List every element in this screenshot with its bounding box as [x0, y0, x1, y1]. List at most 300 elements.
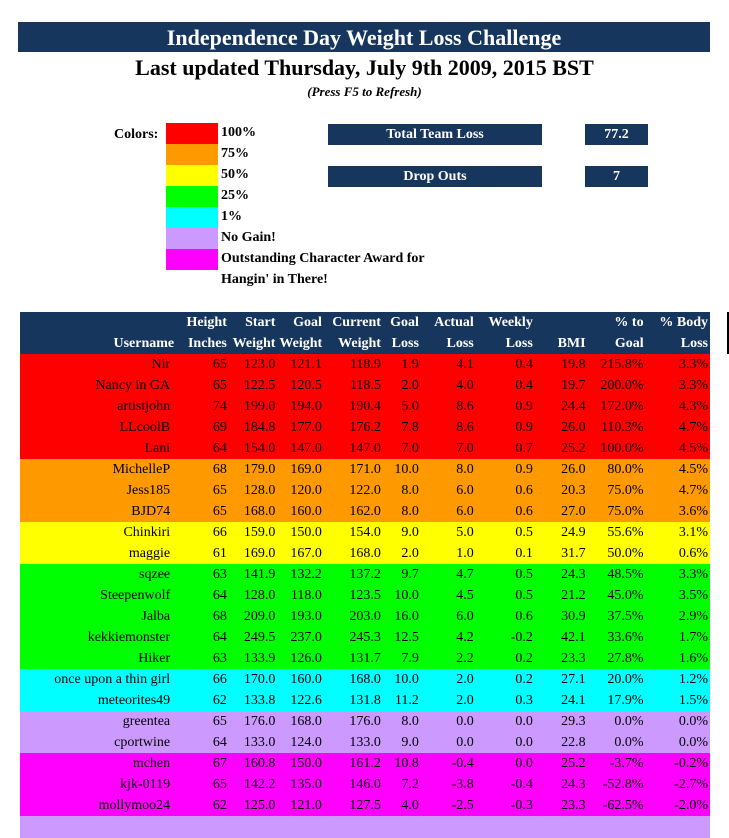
- data-cell: 10.8: [394, 755, 419, 771]
- data-cell: 150.0: [290, 524, 322, 540]
- legend-swatch: [166, 123, 218, 144]
- table-row: [20, 438, 710, 459]
- data-cell: 64: [212, 440, 227, 456]
- data-cell: 172.0%: [600, 398, 644, 414]
- total-team-loss-value: 77.2: [585, 124, 648, 145]
- table-row: [20, 375, 710, 396]
- data-cell: 8.6: [456, 398, 474, 414]
- data-cell: 24.4: [561, 398, 586, 414]
- column-header: % to: [588, 312, 646, 333]
- data-cell: 146.0: [349, 776, 381, 792]
- data-cell: 3.5%: [678, 587, 708, 603]
- username-cell: greentea: [122, 713, 171, 729]
- data-cell: 2.0: [401, 545, 419, 561]
- table-row: [20, 690, 710, 711]
- column-header: [20, 312, 176, 333]
- data-cell: 68: [212, 461, 227, 477]
- data-cell: 7.0: [456, 440, 474, 456]
- legend-swatch: [166, 249, 218, 270]
- username-cell: Jalba: [141, 608, 171, 624]
- username-cell: sqzee: [139, 566, 171, 582]
- username-cell: LLcoolB: [119, 419, 171, 435]
- legend-item-label: 25%: [221, 188, 249, 203]
- data-cell: 19.8: [561, 356, 586, 372]
- data-cell: 120.0: [290, 482, 322, 498]
- data-cell: 215.8%: [600, 356, 644, 372]
- column-header: Current: [324, 312, 383, 333]
- data-cell: 8.0: [401, 713, 419, 729]
- legend-item-label: 100%: [221, 125, 256, 140]
- data-cell: 62: [212, 692, 227, 708]
- legend-swatch: [166, 186, 218, 207]
- data-cell: 24.3: [561, 566, 586, 582]
- data-cell: 4.0: [456, 377, 474, 393]
- data-cell: -3.8: [451, 776, 474, 792]
- data-cell: 7.8: [401, 419, 419, 435]
- data-cell: 17.9%: [607, 692, 644, 708]
- data-cell: 23.3: [561, 650, 586, 666]
- data-cell: 50.0%: [607, 545, 644, 561]
- data-cell: 147.0: [290, 440, 322, 456]
- data-cell: 3.6%: [678, 503, 708, 519]
- data-cell: 123.5: [349, 587, 381, 603]
- data-cell: 65: [212, 377, 227, 393]
- legend-item-label-line2: Hangin' in There!: [221, 272, 328, 287]
- username-cell: Chinkiri: [123, 524, 171, 540]
- data-cell: 10.0: [394, 461, 419, 477]
- data-cell: 63: [212, 566, 227, 582]
- leaderboard-table: [20, 312, 710, 816]
- username-cell: Steepenwolf: [100, 587, 171, 603]
- column-header: Height: [176, 312, 229, 333]
- data-cell: 167.0: [290, 545, 322, 561]
- column-header: Weekly: [476, 312, 535, 333]
- data-cell: 162.0: [349, 503, 381, 519]
- data-cell: 26.0: [561, 419, 586, 435]
- data-cell: 141.9: [243, 566, 276, 582]
- data-cell: 55.6%: [607, 524, 644, 540]
- data-cell: 30.9: [561, 608, 586, 624]
- data-cell: 9.7: [401, 566, 419, 582]
- data-cell: 2.0: [456, 671, 474, 687]
- data-cell: 118.0: [290, 587, 322, 603]
- column-header: Goal: [277, 312, 323, 333]
- data-cell: 20.3: [561, 482, 586, 498]
- data-cell: 9.0: [401, 734, 419, 750]
- data-cell: 4.7%: [678, 482, 708, 498]
- data-cell: 0.0: [515, 734, 533, 750]
- data-cell: 5.0: [456, 524, 474, 540]
- data-cell: 133.0: [349, 734, 381, 750]
- data-cell: 5.0: [401, 398, 419, 414]
- column-header: Loss: [421, 333, 476, 354]
- data-cell: 11.2: [394, 692, 419, 708]
- table-row: [20, 606, 710, 627]
- data-cell: 193.0: [290, 608, 322, 624]
- legend-item-label: 50%: [221, 167, 249, 182]
- data-cell: 45.0%: [607, 587, 644, 603]
- data-cell: 169.0: [290, 461, 322, 477]
- data-cell: 122.5: [243, 377, 276, 393]
- data-cell: 4.5%: [678, 461, 708, 477]
- data-cell: 1.7%: [678, 629, 708, 645]
- data-cell: 170.0: [243, 671, 276, 687]
- data-cell: 65: [212, 503, 227, 519]
- data-cell: 0.6%: [678, 545, 708, 561]
- data-cell: -62.5%: [602, 797, 644, 813]
- data-cell: 132.2: [290, 566, 322, 582]
- refresh-hint: (Press F5 to Refresh): [307, 84, 422, 99]
- table-row: [20, 564, 710, 585]
- data-cell: 0.0: [515, 713, 533, 729]
- data-cell: 8.0: [456, 461, 474, 477]
- legend-item-label: Outstanding Character Award for: [221, 251, 425, 266]
- username-cell: BJD74: [131, 503, 171, 519]
- column-header: Goal: [588, 333, 646, 354]
- table-row: [20, 522, 710, 543]
- data-cell: 10.0: [394, 671, 419, 687]
- data-cell: 100.0%: [600, 440, 644, 456]
- data-cell: 9.0: [401, 524, 419, 540]
- data-cell: 142.2: [243, 776, 276, 792]
- data-cell: 2.9%: [678, 608, 708, 624]
- data-cell: 200.0%: [600, 377, 644, 393]
- data-cell: 131.8: [349, 692, 381, 708]
- column-header: Actual: [421, 312, 476, 333]
- column-header: Weight: [277, 333, 323, 354]
- data-cell: 125.0: [243, 797, 276, 813]
- data-cell: 0.0%: [678, 713, 708, 729]
- username-cell: maggie: [128, 545, 171, 561]
- last-updated-text: Last updated Thursday, July 9th 2009, 2015 BST: [135, 55, 594, 80]
- data-cell: 31.7: [561, 545, 586, 561]
- data-cell: 80.0%: [607, 461, 644, 477]
- username-cell: Hiker: [138, 650, 171, 666]
- data-cell: 6.0: [456, 608, 474, 624]
- table-row: [20, 732, 710, 753]
- data-cell: 184.8: [243, 419, 276, 435]
- data-cell: 249.5: [243, 629, 276, 645]
- data-cell: 168.0: [290, 713, 322, 729]
- legend-swatch: [166, 228, 218, 249]
- data-cell: 0.0%: [614, 713, 644, 729]
- data-cell: 61: [212, 545, 227, 561]
- data-cell: 2.0: [401, 377, 419, 393]
- data-cell: 65: [212, 713, 227, 729]
- username-cell: Nancy in GA: [95, 377, 171, 393]
- data-cell: 1.6%: [678, 650, 708, 666]
- data-cell: 135.0: [290, 776, 322, 792]
- data-cell: 2.0: [456, 692, 474, 708]
- data-cell: 169.0: [243, 545, 276, 561]
- data-cell: 68: [212, 608, 227, 624]
- column-header: Start: [229, 312, 278, 333]
- data-cell: 64: [212, 734, 227, 750]
- data-cell: 65: [212, 776, 227, 792]
- table-row: [20, 795, 710, 816]
- data-cell: 209.0: [243, 608, 276, 624]
- username-cell: kjk-0119: [120, 776, 171, 792]
- legend-swatch: [166, 165, 218, 186]
- data-cell: 6.0: [456, 503, 474, 519]
- data-cell: 0.2: [515, 671, 533, 687]
- data-cell: 23.3: [561, 797, 586, 813]
- column-header: Inches: [176, 333, 229, 354]
- drop-outs-value: 7: [585, 166, 648, 187]
- data-cell: 65: [212, 356, 227, 372]
- data-cell: 160.0: [290, 503, 322, 519]
- data-cell: 154.0: [243, 440, 276, 456]
- table-row: [20, 417, 710, 438]
- data-cell: 118.9: [349, 356, 381, 372]
- data-cell: 1.9: [401, 356, 419, 372]
- data-cell: 0.9: [515, 419, 533, 435]
- data-cell: 0.3: [515, 692, 533, 708]
- data-cell: 121.0: [290, 797, 322, 813]
- data-cell: 123.0: [243, 356, 276, 372]
- data-cell: 24.1: [561, 692, 586, 708]
- data-cell: -2.0%: [674, 797, 708, 813]
- data-cell: 4.1: [456, 356, 474, 372]
- data-cell: 6.0: [456, 482, 474, 498]
- data-cell: 131.7: [349, 650, 381, 666]
- data-cell: 12.5: [394, 629, 419, 645]
- data-cell: 199.0: [243, 398, 276, 414]
- data-cell: 7.9: [401, 650, 419, 666]
- data-cell: -0.2: [510, 629, 533, 645]
- data-cell: 75.0%: [607, 503, 644, 519]
- username-cell: mchen: [132, 755, 171, 771]
- data-cell: 0.5: [515, 566, 533, 582]
- data-cell: 3.3%: [678, 356, 708, 372]
- data-cell: 66: [212, 671, 227, 687]
- data-cell: 0.4: [515, 356, 533, 372]
- table-row: [20, 774, 710, 795]
- data-cell: 26.0: [561, 461, 586, 477]
- data-cell: 133.8: [243, 692, 276, 708]
- table-row: [20, 543, 710, 564]
- data-cell: 177.0: [290, 419, 322, 435]
- table-row: [20, 459, 710, 480]
- data-cell: 154.0: [349, 524, 381, 540]
- data-cell: 150.0: [290, 755, 322, 771]
- table-row: [20, 627, 710, 648]
- data-cell: 120.5: [290, 377, 322, 393]
- data-cell: 3.3%: [678, 566, 708, 582]
- data-cell: 133.0: [243, 734, 276, 750]
- data-cell: 159.0: [243, 524, 276, 540]
- data-cell: 37.5%: [607, 608, 644, 624]
- data-cell: 133.9: [243, 650, 276, 666]
- data-cell: 0.0%: [678, 734, 708, 750]
- data-cell: 62: [212, 797, 227, 813]
- data-cell: 161.2: [349, 755, 381, 771]
- legend-item-label: 75%: [221, 146, 249, 161]
- data-cell: 4.0: [401, 797, 419, 813]
- data-cell: 194.0: [290, 398, 322, 414]
- data-cell: 69: [212, 419, 227, 435]
- username-cell: cportwine: [114, 734, 171, 750]
- data-cell: 1.0: [456, 545, 474, 561]
- data-cell: 29.3: [561, 713, 586, 729]
- data-cell: 124.0: [290, 734, 322, 750]
- table-row: [20, 753, 710, 774]
- data-cell: 7.2: [401, 776, 419, 792]
- data-cell: 168.0: [349, 671, 381, 687]
- data-cell: 0.0: [456, 713, 474, 729]
- data-cell: 168.0: [349, 545, 381, 561]
- table-footer-strip: [20, 816, 710, 838]
- table-row: [20, 711, 710, 732]
- data-cell: 10.0: [394, 587, 419, 603]
- data-cell: 74: [212, 398, 227, 414]
- table-row: [20, 480, 710, 501]
- data-cell: -0.4: [451, 755, 474, 771]
- column-header: Weight: [229, 333, 278, 354]
- data-cell: 67: [212, 755, 227, 771]
- column-header: Loss: [383, 333, 421, 354]
- data-cell: 2.2: [456, 650, 474, 666]
- data-cell: 75.0%: [607, 482, 644, 498]
- data-cell: 1.5%: [678, 692, 708, 708]
- data-cell: 0.6: [515, 608, 533, 624]
- username-cell: artistjohn: [117, 398, 171, 414]
- data-cell: 176.0: [349, 713, 381, 729]
- column-header: BMI: [535, 333, 588, 354]
- data-cell: 176.2: [349, 419, 381, 435]
- data-cell: -3.7%: [609, 755, 644, 771]
- data-cell: 16.0: [394, 608, 419, 624]
- data-cell: 48.5%: [607, 566, 644, 582]
- table-body: [20, 354, 710, 816]
- data-cell: 190.4: [349, 398, 381, 414]
- data-cell: 0.0: [515, 755, 533, 771]
- data-cell: 8.0: [401, 503, 419, 519]
- data-cell: 33.6%: [607, 629, 644, 645]
- data-cell: 65: [212, 482, 227, 498]
- data-cell: -0.2%: [674, 755, 708, 771]
- data-cell: 21.2: [561, 587, 586, 603]
- table-row: [20, 354, 710, 375]
- column-header: % Body: [646, 312, 710, 333]
- data-cell: 42.1: [561, 629, 586, 645]
- data-cell: -0.3: [510, 797, 533, 813]
- data-cell: 122.0: [349, 482, 381, 498]
- data-cell: 25.2: [561, 440, 586, 456]
- data-cell: 27.8%: [607, 650, 644, 666]
- data-cell: 203.0: [349, 608, 381, 624]
- username-cell: mollymoo24: [98, 797, 171, 813]
- username-cell: kekkiemonster: [87, 629, 171, 645]
- data-cell: 0.9: [515, 461, 533, 477]
- username-cell: once upon a thin girl: [54, 671, 171, 687]
- data-cell: 147.0: [349, 440, 381, 456]
- data-cell: 4.2: [456, 629, 474, 645]
- data-cell: -2.7%: [674, 776, 708, 792]
- data-cell: 0.6: [515, 482, 533, 498]
- table-row: [20, 501, 710, 522]
- data-cell: 0.5: [515, 587, 533, 603]
- data-cell: 126.0: [290, 650, 322, 666]
- data-cell: 27.0: [561, 503, 586, 519]
- column-header: Username: [20, 333, 176, 354]
- legend-swatch: [166, 144, 218, 165]
- data-cell: 0.2: [515, 650, 533, 666]
- data-cell: 4.3%: [678, 398, 708, 414]
- page-title: Independence Day Weight Loss Challenge: [18, 22, 710, 52]
- column-header: Weight: [324, 333, 383, 354]
- username-cell: Nir: [151, 356, 171, 372]
- data-cell: 0.0%: [614, 734, 644, 750]
- legend-label: Colors:: [114, 127, 159, 142]
- total-team-loss-label: Total Team Loss: [328, 124, 542, 145]
- data-cell: 0.9: [515, 398, 533, 414]
- data-cell: 0.5: [515, 524, 533, 540]
- data-cell: 20.0%: [607, 671, 644, 687]
- data-cell: 179.0: [243, 461, 276, 477]
- data-cell: 0.7: [515, 440, 533, 456]
- data-cell: 176.0: [243, 713, 276, 729]
- data-cell: 24.9: [561, 524, 586, 540]
- header-row-top: [20, 312, 710, 333]
- data-cell: 66: [212, 524, 227, 540]
- data-cell: 64: [212, 587, 227, 603]
- data-cell: 171.0: [349, 461, 381, 477]
- data-cell: 4.5%: [678, 440, 708, 456]
- legend-item-label: No Gain!: [221, 230, 276, 245]
- data-cell: 127.5: [349, 797, 381, 813]
- table-row: [20, 396, 710, 417]
- column-header: Goal: [383, 312, 421, 333]
- table-header: [20, 312, 710, 354]
- data-cell: 24.3: [561, 776, 586, 792]
- data-cell: 237.0: [290, 629, 322, 645]
- data-cell: 63: [212, 650, 227, 666]
- data-cell: 137.2: [349, 566, 381, 582]
- data-cell: -0.4: [510, 776, 533, 792]
- data-cell: 160.8: [243, 755, 276, 771]
- data-cell: 121.1: [290, 356, 322, 372]
- data-cell: 160.0: [290, 671, 322, 687]
- username-cell: MichelleP: [112, 461, 171, 477]
- data-cell: 3.3%: [678, 377, 708, 393]
- data-cell: 3.1%: [678, 524, 708, 540]
- drop-outs-label: Drop Outs: [328, 166, 542, 187]
- username-cell: Lani: [144, 440, 171, 456]
- column-header: Loss: [476, 333, 535, 354]
- column-header: Loss: [646, 333, 710, 354]
- data-cell: 110.3%: [600, 419, 644, 435]
- data-cell: 245.3: [349, 629, 381, 645]
- data-cell: 1.2%: [678, 671, 708, 687]
- table-row: [20, 585, 710, 606]
- data-cell: 8.0: [401, 482, 419, 498]
- data-cell: 118.5: [349, 377, 381, 393]
- data-cell: 0.1: [515, 545, 533, 561]
- data-cell: 4.7: [456, 566, 474, 582]
- header-row-bottom: [20, 333, 710, 354]
- data-cell: -52.8%: [602, 776, 644, 792]
- data-cell: 25.2: [561, 755, 586, 771]
- table-row: [20, 669, 710, 690]
- data-cell: 4.7%: [678, 419, 708, 435]
- legend-item-label: 1%: [221, 209, 242, 224]
- column-header: [535, 312, 588, 333]
- username-cell: meteorites49: [97, 692, 171, 708]
- data-cell: 168.0: [243, 503, 276, 519]
- data-cell: 22.8: [561, 734, 586, 750]
- legend-swatch: [166, 207, 218, 228]
